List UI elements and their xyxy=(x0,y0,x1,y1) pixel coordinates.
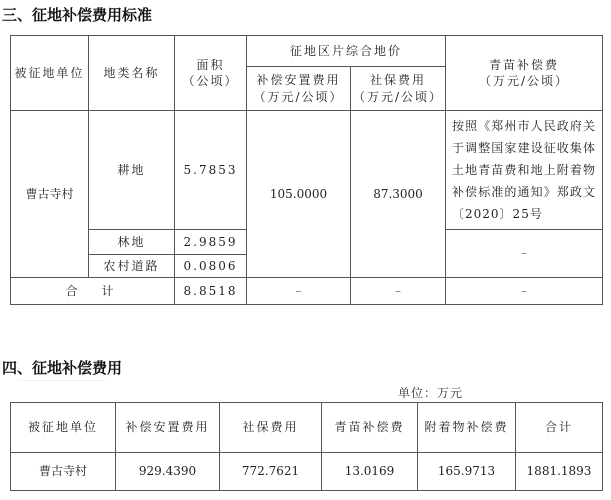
header-area: 面积 （公顷） xyxy=(175,36,247,111)
section-3-heading: 三、征地补偿费用标准 xyxy=(2,6,153,24)
area-cell: 2.9859 xyxy=(175,230,247,255)
total-resettlement: – xyxy=(247,278,351,305)
unit-label: 单位：万元 xyxy=(398,386,464,400)
cost-value-cell: 772.7621 xyxy=(220,453,322,491)
village-name: 曹古寺村 xyxy=(11,111,89,278)
social-security-value: 87.3000 xyxy=(351,111,446,278)
header-land-type: 地类名称 xyxy=(89,36,175,111)
compensation-cost-table xyxy=(10,402,603,491)
cost-header-cell: 合计 xyxy=(516,403,603,453)
seedling-dash: – xyxy=(446,230,603,278)
cost-header-cell: 附着物补偿费 xyxy=(418,403,516,453)
cost-header-cell: 补偿安置费用 xyxy=(116,403,220,453)
land-type-cell: 农村道路 xyxy=(89,255,175,278)
faded-text-mark xyxy=(20,380,105,387)
cost-header-cell: 社保费用 xyxy=(220,403,322,453)
header-resettlement: 补偿安置费用 （万元/公顷） xyxy=(247,67,351,111)
total-seedling: – xyxy=(446,278,603,305)
header-social-security: 社保费用 （万元/公顷） xyxy=(351,67,446,111)
header-unit: 被征地单位 xyxy=(11,36,89,111)
cost-value-cell: 1881.1893 xyxy=(516,453,603,491)
total-label: 合 计 xyxy=(11,278,175,305)
land-type-cell: 耕地 xyxy=(89,111,175,230)
cost-header-cell: 被征地单位 xyxy=(11,403,116,453)
cost-value-cell: 曹古寺村 xyxy=(11,453,116,491)
compensation-standard-table xyxy=(10,35,603,305)
total-social-security: – xyxy=(351,278,446,305)
area-cell: 5.7853 xyxy=(175,111,247,230)
cost-header-cell: 青苗补偿费 xyxy=(322,403,418,453)
land-type-cell: 林地 xyxy=(89,230,175,255)
total-area: 8.8518 xyxy=(175,278,247,305)
resettlement-value: 105.0000 xyxy=(247,111,351,278)
cost-value-cell: 13.0169 xyxy=(322,453,418,491)
seedling-note: 按照《郑州市人民政府关于调整国家建设征收集体土地青苗费和地上附着物补偿标准的通知》郑政文〔2020〕25号 xyxy=(446,111,603,230)
header-composite-price: 征地区片综合地价 xyxy=(247,36,446,67)
area-cell: 0.0806 xyxy=(175,255,247,278)
section-4-heading: 四、征地补偿费用 xyxy=(2,359,123,377)
cost-value-cell: 929.4390 xyxy=(116,453,220,491)
cost-value-cell: 165.9713 xyxy=(418,453,516,491)
header-seedling: 青苗补偿费 （万元/公顷） xyxy=(446,36,603,111)
